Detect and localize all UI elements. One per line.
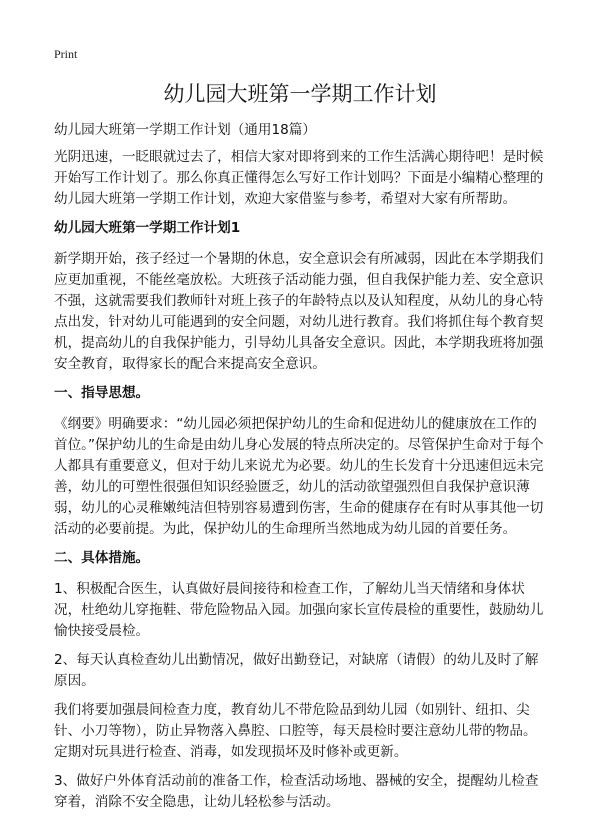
document-title: 幼儿园大班第一学期工作计划 (163, 82, 437, 106)
guiding-paragraph: 《纲要》明确要求：“幼儿园必须把保护幼儿的生命和促进幼儿的健康放在工作的首位。”保护幼儿的生命是由幼儿身心发展的特点所决定的。尽管保护生命对于每个人都具有重要意义，但对于幼儿来说尤为必要。幼儿的生长发育十分迅速但远未完善，幼儿的可塑性很强但知识经验匮乏，幼儿的活动欲望强烈但自我保护意识薄弱，幼儿的心灵稚嫩纯洁但特别容易遭到伤害，生命的健康存在有时从事其他一切活动的必要前提。为此，保护幼儿的生命理所当然地成为幼儿园的首要任务。 (54, 416, 544, 537)
measure-item: 2、每天认真检查幼儿出勤情况，做好出勤登记，对缺席（请假）的幼儿及时了解原因。 (54, 652, 539, 689)
measure-item: 1、积极配合医生，认真做好晨间接待和检查工作，了解幼儿当天情绪和身体状况，杜绝幼儿穿拖鞋、带危险物品入园。加强向家长宣传晨检的重要性，鼓励幼儿愉快接受晨检。 (54, 581, 544, 639)
print-label: Print (54, 47, 78, 61)
section-title: 幼儿园大班第一学期工作计划1 (54, 220, 241, 236)
section-intro-paragraph: 新学期开始，孩子经过一个暑期的休息，安全意识会有所减弱，因此在本学期我们应更加重视，不能丝毫放松。大班孩子活动能力强，但自我保护能力差、安全意识不强，这就需要我们教师针对班上孩子的年龄特点以及认知程度，从幼儿的身心特点出发，针对幼儿可能遇到的安全问题，对幼儿进行教育。我们将抓住每个教育契机，提高幼儿的自我保护能力，引导幼儿具备安全意识。因此，本学期我班将加强安全教育，取得家长的配合来提高安全意识。 (54, 251, 544, 372)
measure-item: 3、做好户外体育活动前的准备工作，检查活动场地、器械的安全，提醒幼儿检查穿着，消除不安全隐患，让幼儿轻松参与活动。 (54, 773, 539, 810)
heading-measures: 二、具体措施。 (54, 550, 150, 566)
measure-item: 我们将要加强晨间检查力度，教育幼儿不带危险品到幼儿园（如别针、纽扣、尖针、小刀等物），防止异物落入鼻腔、口腔等，每天晨检时要注意幼儿带的物品。定期对玩具进行检查、消毒，如发现损坏及时修补或更新。 (54, 702, 537, 760)
document-body (54, 120, 548, 821)
document-subtitle: 幼儿园大班第一学期工作计划（通用18篇） (54, 122, 316, 138)
intro-paragraph: 光阴迅速，一眨眼就过去了，相信大家对即将到来的工作生活满心期待吧！是时候开始写工作计划了。那么你真正懂得怎么写好工作计划吗？下面是小编精心整理的幼儿园大班第一学期工作计划，欢迎大家借鉴与参考，希望对大家有所帮助。 (54, 149, 544, 207)
heading-guiding-thought: 一、指导思想。 (54, 385, 150, 401)
